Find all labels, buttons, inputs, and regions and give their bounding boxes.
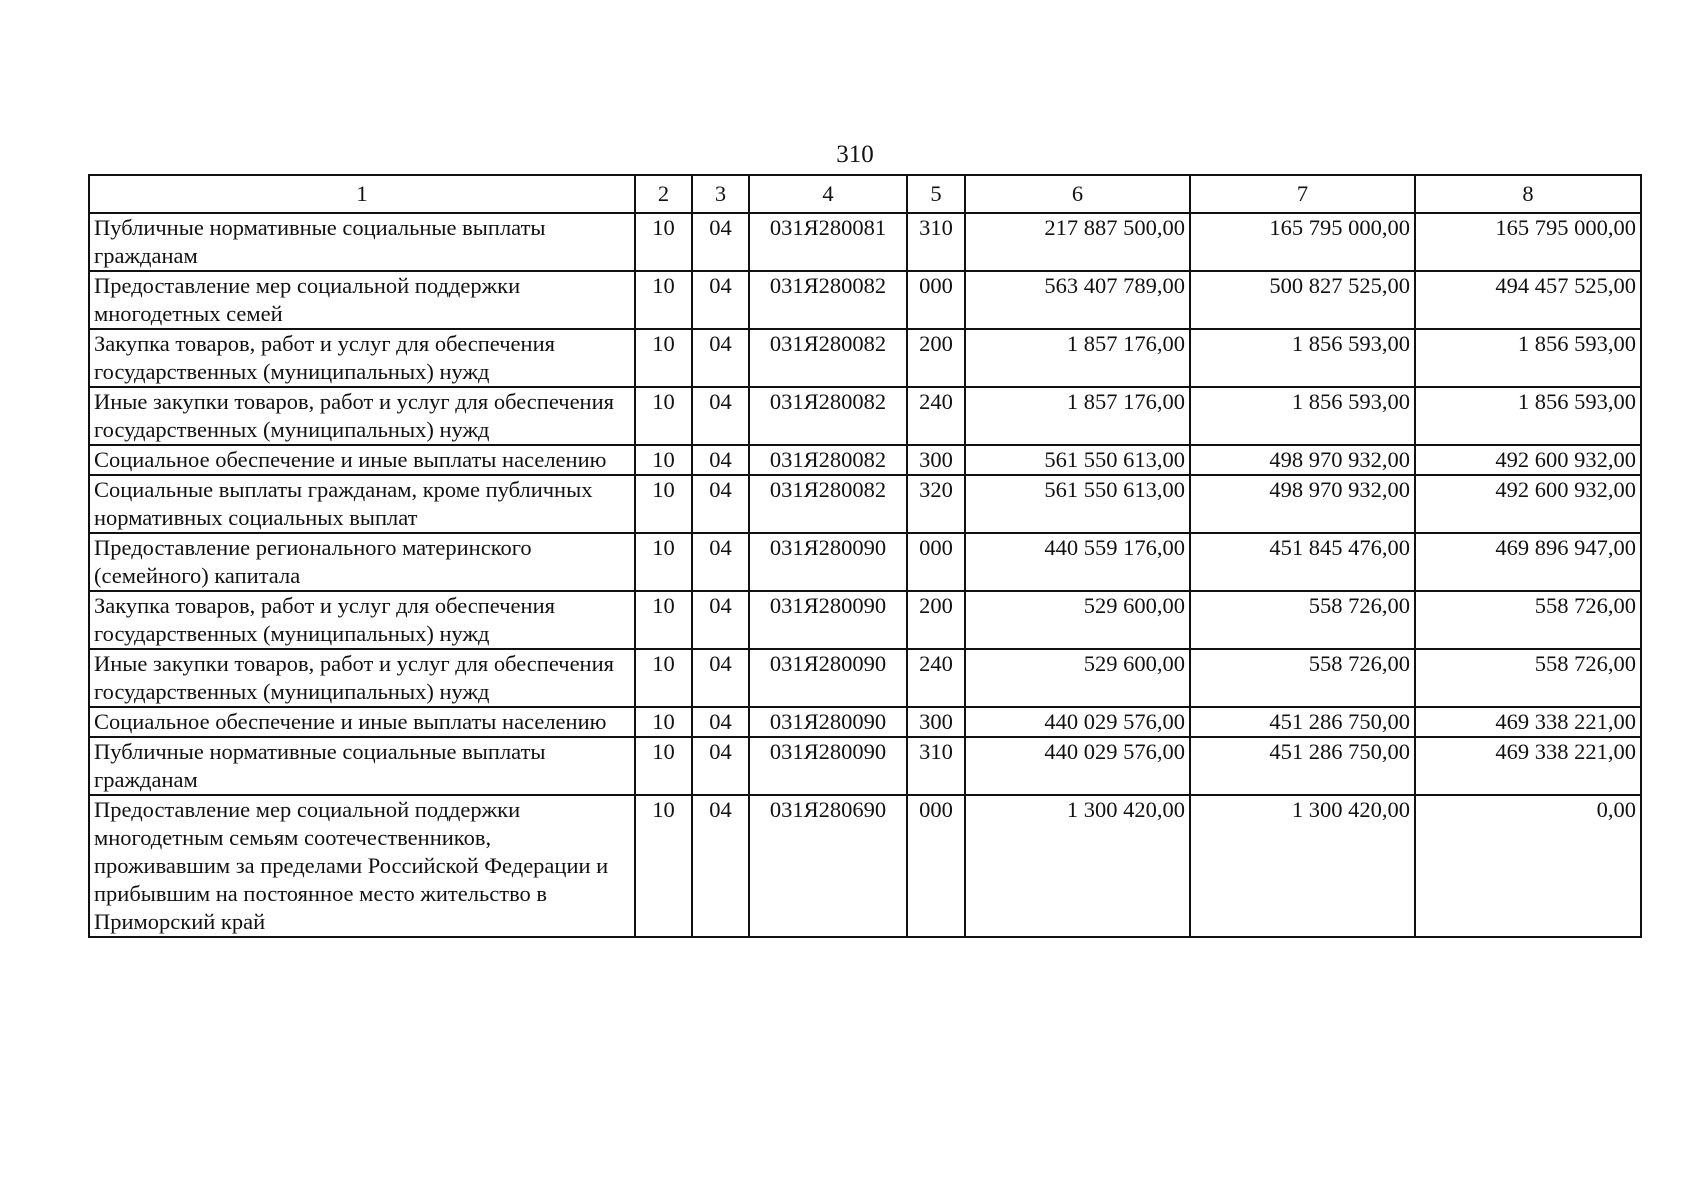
cell-amount: 451 286 750,00	[1190, 707, 1415, 737]
row-name: Предоставление мер социальной поддержки многодетным семьям соотечественников, проживавшим за пределами Российской Федерации и прибывшим на постоянное место жительство в Приморский край	[89, 795, 635, 937]
cell-subsection: 04	[692, 533, 749, 591]
table-row	[89, 795, 1641, 937]
cell-amount: 558 726,00	[1415, 591, 1641, 649]
cell-amount: 558 726,00	[1190, 649, 1415, 707]
cell-expense-type: 200	[907, 329, 965, 387]
cell-expense-type: 320	[907, 475, 965, 533]
cell-expense-type: 000	[907, 795, 965, 937]
cell-amount: 492 600 932,00	[1415, 475, 1641, 533]
cell-section: 10	[635, 271, 692, 329]
cell-amount: 561 550 613,00	[965, 445, 1190, 475]
cell-target-article: 031Я280081	[749, 213, 907, 271]
cell-section: 10	[635, 591, 692, 649]
column-header: 6	[965, 175, 1190, 213]
cell-subsection: 04	[692, 271, 749, 329]
row-name: Социальное обеспечение и иные выплаты населению	[89, 707, 635, 737]
cell-amount: 1 300 420,00	[1190, 795, 1415, 937]
cell-amount: 165 795 000,00	[1190, 213, 1415, 271]
column-header: 7	[1190, 175, 1415, 213]
cell-expense-type: 310	[907, 213, 965, 271]
table-body	[89, 213, 1641, 937]
cell-target-article: 031Я280082	[749, 329, 907, 387]
cell-amount: 500 827 525,00	[1190, 271, 1415, 329]
cell-amount: 561 550 613,00	[965, 475, 1190, 533]
column-header: 5	[907, 175, 965, 213]
column-header: 3	[692, 175, 749, 213]
cell-section: 10	[635, 387, 692, 445]
table-row	[89, 707, 1641, 737]
cell-amount: 440 029 576,00	[965, 737, 1190, 795]
cell-target-article: 031Я280082	[749, 445, 907, 475]
cell-expense-type: 200	[907, 591, 965, 649]
row-name: Иные закупки товаров, работ и услуг для обеспечения государственных (муниципальных) нужд	[89, 649, 635, 707]
cell-target-article: 031Я280090	[749, 737, 907, 795]
cell-subsection: 04	[692, 707, 749, 737]
table-row	[89, 387, 1641, 445]
cell-expense-type: 240	[907, 649, 965, 707]
row-name: Иные закупки товаров, работ и услуг для обеспечения государственных (муниципальных) нужд	[89, 387, 635, 445]
cell-amount: 529 600,00	[965, 591, 1190, 649]
table-row	[89, 329, 1641, 387]
table-row	[89, 649, 1641, 707]
cell-amount: 1 857 176,00	[965, 387, 1190, 445]
cell-target-article: 031Я280090	[749, 649, 907, 707]
cell-amount: 1 857 176,00	[965, 329, 1190, 387]
cell-amount: 1 856 593,00	[1415, 387, 1641, 445]
cell-amount: 440 559 176,00	[965, 533, 1190, 591]
cell-subsection: 04	[692, 795, 749, 937]
cell-section: 10	[635, 795, 692, 937]
cell-section: 10	[635, 649, 692, 707]
cell-section: 10	[635, 445, 692, 475]
table-row	[89, 591, 1641, 649]
cell-amount: 558 726,00	[1415, 649, 1641, 707]
cell-amount: 469 338 221,00	[1415, 707, 1641, 737]
cell-amount: 451 845 476,00	[1190, 533, 1415, 591]
cell-section: 10	[635, 213, 692, 271]
table-row	[89, 533, 1641, 591]
cell-expense-type: 300	[907, 707, 965, 737]
column-header: 1	[89, 175, 635, 213]
cell-target-article: 031Я280090	[749, 591, 907, 649]
cell-subsection: 04	[692, 649, 749, 707]
cell-target-article: 031Я280690	[749, 795, 907, 937]
row-name: Публичные нормативные социальные выплаты гражданам	[89, 213, 635, 271]
cell-amount: 494 457 525,00	[1415, 271, 1641, 329]
table-row	[89, 213, 1641, 271]
row-name: Публичные нормативные социальные выплаты гражданам	[89, 737, 635, 795]
cell-subsection: 04	[692, 387, 749, 445]
cell-expense-type: 000	[907, 533, 965, 591]
column-header: 2	[635, 175, 692, 213]
cell-amount: 0,00	[1415, 795, 1641, 937]
table-row	[89, 737, 1641, 795]
row-name: Предоставление мер социальной поддержки многодетных семей	[89, 271, 635, 329]
cell-amount: 165 795 000,00	[1415, 213, 1641, 271]
cell-amount: 217 887 500,00	[965, 213, 1190, 271]
table-row	[89, 445, 1641, 475]
page-number: 310	[836, 141, 874, 168]
cell-section: 10	[635, 475, 692, 533]
cell-section: 10	[635, 533, 692, 591]
cell-subsection: 04	[692, 475, 749, 533]
budget-table	[88, 174, 1642, 938]
cell-expense-type: 000	[907, 271, 965, 329]
row-name: Закупка товаров, работ и услуг для обеспечения государственных (муниципальных) нужд	[89, 591, 635, 649]
column-header: 8	[1415, 175, 1641, 213]
cell-amount: 1 856 593,00	[1190, 329, 1415, 387]
cell-subsection: 04	[692, 213, 749, 271]
cell-subsection: 04	[692, 591, 749, 649]
cell-subsection: 04	[692, 737, 749, 795]
cell-amount: 492 600 932,00	[1415, 445, 1641, 475]
cell-section: 10	[635, 329, 692, 387]
cell-expense-type: 310	[907, 737, 965, 795]
cell-subsection: 04	[692, 329, 749, 387]
cell-amount: 440 029 576,00	[965, 707, 1190, 737]
cell-subsection: 04	[692, 445, 749, 475]
cell-amount: 558 726,00	[1190, 591, 1415, 649]
cell-target-article: 031Я280090	[749, 707, 907, 737]
cell-target-article: 031Я280082	[749, 475, 907, 533]
header-row	[89, 175, 1641, 213]
cell-amount: 563 407 789,00	[965, 271, 1190, 329]
cell-section: 10	[635, 737, 692, 795]
cell-amount: 1 856 593,00	[1190, 387, 1415, 445]
cell-amount: 498 970 932,00	[1190, 475, 1415, 533]
table-row	[89, 271, 1641, 329]
cell-section: 10	[635, 707, 692, 737]
cell-amount: 498 970 932,00	[1190, 445, 1415, 475]
cell-amount: 1 856 593,00	[1415, 329, 1641, 387]
row-name: Социальные выплаты гражданам, кроме публичных нормативных социальных выплат	[89, 475, 635, 533]
cell-expense-type: 240	[907, 387, 965, 445]
table-row	[89, 475, 1641, 533]
column-header: 4	[749, 175, 907, 213]
cell-target-article: 031Я280090	[749, 533, 907, 591]
row-name: Закупка товаров, работ и услуг для обеспечения государственных (муниципальных) нужд	[89, 329, 635, 387]
cell-amount: 1 300 420,00	[965, 795, 1190, 937]
cell-amount: 529 600,00	[965, 649, 1190, 707]
row-name: Предоставление регионального материнского (семейного) капитала	[89, 533, 635, 591]
cell-target-article: 031Я280082	[749, 271, 907, 329]
cell-amount: 469 338 221,00	[1415, 737, 1641, 795]
cell-amount: 451 286 750,00	[1190, 737, 1415, 795]
row-name: Социальное обеспечение и иные выплаты населению	[89, 445, 635, 475]
cell-target-article: 031Я280082	[749, 387, 907, 445]
cell-amount: 469 896 947,00	[1415, 533, 1641, 591]
cell-expense-type: 300	[907, 445, 965, 475]
